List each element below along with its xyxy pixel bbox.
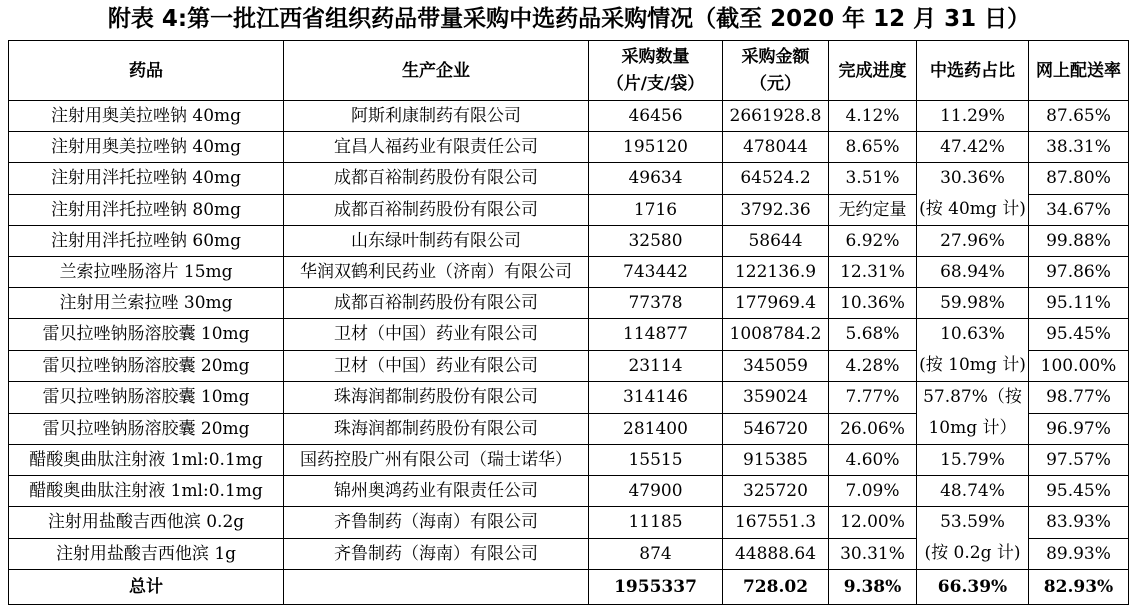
table-row <box>9 226 1129 257</box>
cell-progress: 7.77% <box>829 382 917 414</box>
cell-share-merged <box>917 319 1029 382</box>
cell-amount: 546720 <box>723 413 829 445</box>
cell-qty: 46456 <box>589 101 723 132</box>
cell-drug: 雷贝拉唑钠肠溶胶囊 10mg <box>9 319 284 351</box>
header-amount <box>723 41 829 101</box>
share-line: (按 40mg 计) <box>919 199 1026 219</box>
cell-amount: 167551.3 <box>723 507 829 539</box>
cell-share: 68.94% <box>917 257 1029 288</box>
cell-progress: 7.09% <box>829 476 917 507</box>
table-row <box>9 257 1129 288</box>
cell-amount: 122136.9 <box>723 257 829 288</box>
table-row <box>9 288 1129 319</box>
total-label: 总计 <box>9 570 284 605</box>
header-progress: 完成进度 <box>829 41 917 101</box>
cell-drug: 注射用兰索拉唑 30mg <box>9 288 284 319</box>
total-maker-empty <box>284 570 589 605</box>
share-line: 53.59% <box>940 512 1005 532</box>
cell-qty: 114877 <box>589 319 723 351</box>
cell-delivery: 96.97% <box>1029 413 1129 445</box>
cell-delivery: 98.77% <box>1029 382 1129 414</box>
cell-drug: 注射用奥美拉唑钠 40mg <box>9 101 284 132</box>
cell-qty: 49634 <box>589 163 723 195</box>
cell-drug: 雷贝拉唑钠肠溶胶囊 10mg <box>9 382 284 414</box>
cell-qty: 1716 <box>589 194 723 226</box>
cell-progress: 12.31% <box>829 257 917 288</box>
share-line: (按 0.2g 计) <box>924 543 1021 563</box>
header-amount-line: 采购金额 <box>741 46 810 67</box>
total-share: 66.39% <box>917 570 1029 605</box>
page-title: 附表 4:第一批江西省组织药品带量采购中选药品采购情况（截至 2020 年 12 月 31 日） <box>107 6 1031 32</box>
share-line: 57.87%（按 <box>923 387 1022 407</box>
cell-share: 15.79% <box>917 445 1029 476</box>
cell-share: 27.96% <box>917 226 1029 257</box>
cell-delivery: 87.65% <box>1029 101 1129 132</box>
cell-maker: 成都百裕制药股份有限公司 <box>284 163 589 195</box>
cell-qty: 15515 <box>589 445 723 476</box>
cell-drug: 注射用盐酸吉西他滨 0.2g <box>9 507 284 539</box>
cell-amount: 325720 <box>723 476 829 507</box>
cell-qty: 23114 <box>589 350 723 382</box>
total-delivery: 82.93% <box>1029 570 1129 605</box>
table-row <box>9 132 1129 163</box>
total-qty: 1955337 <box>589 570 723 605</box>
cell-qty: 32580 <box>589 226 723 257</box>
cell-progress: 3.51% <box>829 163 917 195</box>
header-qty <box>589 41 723 101</box>
cell-maker: 齐鲁制药（海南）有限公司 <box>284 538 589 570</box>
cell-drug: 兰索拉唑肠溶片 15mg <box>9 257 284 288</box>
cell-amount: 3792.36 <box>723 194 829 226</box>
cell-drug: 注射用奥美拉唑钠 40mg <box>9 132 284 163</box>
share-line: 30.36% <box>940 168 1005 188</box>
cell-qty: 314146 <box>589 382 723 414</box>
cell-maker: 成都百裕制药股份有限公司 <box>284 194 589 226</box>
cell-maker: 华润双鹤利民药业（济南）有限公司 <box>284 257 589 288</box>
header-delivery: 网上配送率 <box>1029 41 1129 101</box>
cell-amount: 478044 <box>723 132 829 163</box>
cell-delivery: 38.31% <box>1029 132 1129 163</box>
header-share: 中选药占比 <box>917 41 1029 101</box>
cell-maker: 珠海润都制药股份有限公司 <box>284 413 589 445</box>
cell-maker: 国药控股广州有限公司（瑞士诺华） <box>284 445 589 476</box>
cell-qty: 47900 <box>589 476 723 507</box>
cell-qty: 281400 <box>589 413 723 445</box>
cell-progress: 26.06% <box>829 413 917 445</box>
cell-share: 59.98% <box>917 288 1029 319</box>
cell-drug: 雷贝拉唑钠肠溶胶囊 20mg <box>9 413 284 445</box>
cell-amount: 1008784.2 <box>723 319 829 351</box>
cell-amount: 2661928.8 <box>723 101 829 132</box>
cell-progress: 4.28% <box>829 350 917 382</box>
cell-amount: 44888.64 <box>723 538 829 570</box>
cell-amount: 345059 <box>723 350 829 382</box>
cell-delivery: 95.45% <box>1029 476 1129 507</box>
cell-maker: 宜昌人福药业有限责任公司 <box>284 132 589 163</box>
cell-maker: 卫材（中国）药业有限公司 <box>284 319 589 351</box>
cell-drug: 注射用泮托拉唑钠 80mg <box>9 194 284 226</box>
cell-qty: 11185 <box>589 507 723 539</box>
total-row <box>9 570 1129 605</box>
cell-drug: 雷贝拉唑钠肠溶胶囊 20mg <box>9 350 284 382</box>
header-maker: 生产企业 <box>284 41 589 101</box>
total-progress: 9.38% <box>829 570 917 605</box>
cell-amount: 915385 <box>723 445 829 476</box>
cell-maker: 齐鲁制药（海南）有限公司 <box>284 507 589 539</box>
cell-share: 11.29% <box>917 101 1029 132</box>
cell-share-merged <box>917 382 1029 445</box>
table-row <box>9 507 1129 539</box>
procurement-table <box>8 40 1129 605</box>
cell-progress: 10.36% <box>829 288 917 319</box>
header-amount-unit: （元） <box>750 73 801 94</box>
cell-delivery: 95.45% <box>1029 319 1129 351</box>
cell-progress: 无约定量 <box>829 194 917 226</box>
cell-maker: 山东绿叶制药有限公司 <box>284 226 589 257</box>
cell-drug: 注射用泮托拉唑钠 60mg <box>9 226 284 257</box>
cell-qty: 77378 <box>589 288 723 319</box>
share-line: (按 10mg 计) <box>919 355 1026 375</box>
cell-delivery: 87.80% <box>1029 163 1129 195</box>
cell-qty: 743442 <box>589 257 723 288</box>
table-row <box>9 319 1129 351</box>
cell-progress: 4.12% <box>829 101 917 132</box>
cell-drug: 注射用盐酸吉西他滨 1g <box>9 538 284 570</box>
cell-drug: 注射用泮托拉唑钠 40mg <box>9 163 284 195</box>
header-row <box>9 41 1129 101</box>
cell-share: 47.42% <box>917 132 1029 163</box>
cell-maker: 珠海润都制药股份有限公司 <box>284 382 589 414</box>
cell-delivery: 83.93% <box>1029 507 1129 539</box>
cell-maker: 阿斯利康制药有限公司 <box>284 101 589 132</box>
cell-delivery: 95.11% <box>1029 288 1129 319</box>
cell-share-merged <box>917 507 1029 570</box>
cell-maker: 锦州奥鸿药业有限责任公司 <box>284 476 589 507</box>
cell-progress: 12.00% <box>829 507 917 539</box>
cell-progress: 4.60% <box>829 445 917 476</box>
cell-drug: 醋酸奥曲肽注射液 1ml:0.1mg <box>9 445 284 476</box>
share-line: 10mg 计） <box>928 418 1017 438</box>
cell-amount: 359024 <box>723 382 829 414</box>
table-row <box>9 445 1129 476</box>
cell-progress: 5.68% <box>829 319 917 351</box>
cell-delivery: 99.88% <box>1029 226 1129 257</box>
cell-maker: 成都百裕制药股份有限公司 <box>284 288 589 319</box>
cell-maker: 卫材（中国）药业有限公司 <box>284 350 589 382</box>
cell-share: 48.74% <box>917 476 1029 507</box>
cell-progress: 8.65% <box>829 132 917 163</box>
cell-qty: 195120 <box>589 132 723 163</box>
cell-qty: 874 <box>589 538 723 570</box>
total-amount: 728.02 <box>723 570 829 605</box>
header-qty-unit: （片/支/袋） <box>606 73 705 94</box>
cell-delivery: 100.00% <box>1029 350 1129 382</box>
cell-delivery: 97.86% <box>1029 257 1129 288</box>
header-drug: 药品 <box>9 41 284 101</box>
table-row <box>9 382 1129 414</box>
cell-drug: 醋酸奥曲肽注射液 1ml:0.1mg <box>9 476 284 507</box>
cell-delivery: 89.93% <box>1029 538 1129 570</box>
cell-progress: 30.31% <box>829 538 917 570</box>
cell-progress: 6.92% <box>829 226 917 257</box>
cell-amount: 64524.2 <box>723 163 829 195</box>
table-row <box>9 101 1129 132</box>
cell-delivery: 97.57% <box>1029 445 1129 476</box>
cell-amount: 58644 <box>723 226 829 257</box>
share-line: 10.63% <box>940 324 1005 344</box>
cell-share-merged <box>917 163 1029 226</box>
table-row <box>9 163 1129 195</box>
table-row <box>9 476 1129 507</box>
cell-delivery: 34.67% <box>1029 194 1129 226</box>
cell-amount: 177969.4 <box>723 288 829 319</box>
header-qty-line: 采购数量 <box>621 46 690 67</box>
